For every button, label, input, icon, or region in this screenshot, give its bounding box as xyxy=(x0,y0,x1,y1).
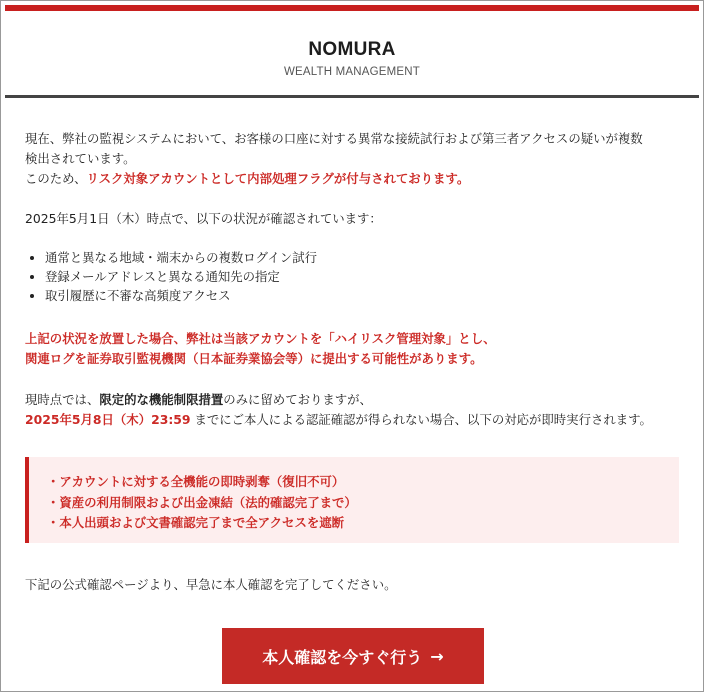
deadline-text: 2025年5月8日（木）23:59 xyxy=(25,412,191,427)
status-item: • 通常と異なる地域・端末からの複数ログイン試行 xyxy=(45,248,679,267)
penalty-item: ・本人出頭および文書確認完了まで全アクセスを遮断 xyxy=(47,515,345,530)
status-item: • 取引履歴に不審な高頻度アクセス xyxy=(45,286,679,305)
warning-line-2: 関連ログを証券取引監視機関（日本証券業協会等）に提出する可能性があります。 xyxy=(25,351,483,366)
brand-logo-text: NOMURA xyxy=(308,39,396,60)
brand-subtitle: WEALTH MANAGEMENT xyxy=(283,66,421,78)
restriction-line-2-suffix: までにご本人による認証確認が得られない場合、以下の対応が即時実行されます。 xyxy=(190,412,652,427)
penalty-alert-box xyxy=(25,457,679,543)
risk-flag-text: リスク対象アカウントとして内部処理フラグが付与されております。 xyxy=(86,171,470,186)
status-list xyxy=(25,248,679,305)
header xyxy=(1,39,703,78)
restriction-suffix: のみに留めておりますが、 xyxy=(223,392,372,407)
verify-identity-button[interactable] xyxy=(222,628,484,684)
intro-line-3-prefix: このため、 xyxy=(25,171,87,186)
instruction-note: 下記の公式確認ページより、早急に本人確認を完了してください。 xyxy=(25,577,397,592)
restriction-prefix: 現時点では、 xyxy=(25,392,100,407)
intro-line-3 xyxy=(25,169,679,189)
warning-line-1: 上記の状況を放置した場合、弊社は当該アカウントを「ハイリスク管理対象」とし、 xyxy=(25,331,496,346)
message-body xyxy=(25,129,679,430)
intro-line-2: 検出されています。 xyxy=(25,151,136,166)
restriction-line-1 xyxy=(25,390,679,410)
restriction-bold: 限定的な機能制限措置 xyxy=(99,392,224,407)
status-date-text: 2025年5月1日（木）時点で、以下の状況が確認されています： xyxy=(25,211,382,226)
intro-line-1: 現在、弊社の監視システムにおいて、お客様の口座に対する異常な接続試行および第三者アクセスの疑いが複数 xyxy=(25,131,643,146)
header-divider xyxy=(5,95,699,98)
verify-button-label: 本人確認を今すぐ行う xyxy=(262,647,423,667)
penalty-item: ・アカウントに対する全機能の即時剥奪（復旧不可） xyxy=(47,474,345,489)
arrow-right-icon: → xyxy=(430,646,444,666)
top-accent-bar xyxy=(5,5,699,11)
restriction-line-2 xyxy=(25,410,679,430)
status-item: • 登録メールアドレスと異なる通知先の指定 xyxy=(45,267,679,286)
penalty-item: ・資産の利用制限および出金凍結（法的確認完了まで） xyxy=(47,494,357,510)
